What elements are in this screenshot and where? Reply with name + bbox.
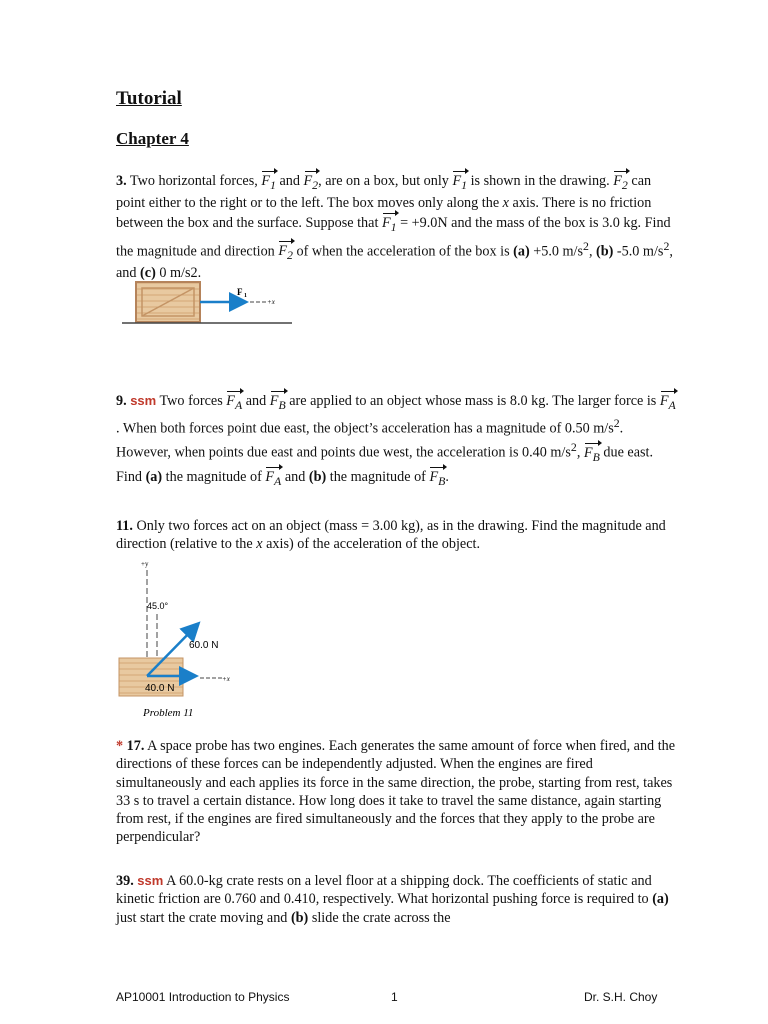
problem-number: 11. bbox=[116, 518, 133, 534]
label-40n: 40.0 N bbox=[145, 683, 175, 694]
text: Two horizontal forces, bbox=[126, 173, 262, 189]
vector-fb: $F_B$ bbox=[429, 466, 445, 490]
footer-author: Dr. S.H. Choy bbox=[584, 990, 658, 1004]
ssm-tag: ssm bbox=[130, 393, 157, 408]
svg-text:1: 1 bbox=[244, 293, 247, 299]
problem-17: * 17. A space probe has two engines. Each generates the same amount of force when fired, and the directions of these forces can be independently adjusted. When the engines are fired simultaneously and each applies its force in the same direction, the probe, starting from rest, takes 33 s to travel a certain distance. How long does it take to travel the same distance, again starting from rest, if the engines are fired simultaneously and the forces that they apply to the probe are perpendicular? bbox=[116, 738, 676, 846]
two-force-diagram bbox=[116, 558, 256, 724]
vector-f2: $F_2$ bbox=[304, 170, 319, 194]
vector-f1: $F_1$ bbox=[261, 170, 276, 194]
problem-39: 39. ssm A 60.0-kg crate rests on a level floor at a shipping dock. The coefficients of static and kinetic friction are 0.760 and 0.410, respectively. What horizontal pushing force is required to (a) just start the crate moving and (b) slide the crate across the bbox=[116, 873, 669, 926]
vector-f1: $F_1$ bbox=[452, 170, 467, 194]
vector-fa: $F_A$ bbox=[660, 390, 676, 414]
problem-number: 3. bbox=[116, 173, 127, 189]
box-force-diagram bbox=[120, 280, 300, 330]
label-f1: F bbox=[237, 287, 243, 297]
label-y-axis: +y bbox=[141, 560, 149, 568]
problem-number: 9. bbox=[116, 393, 127, 409]
star-marker: * bbox=[116, 738, 124, 754]
vector-fb: $F_B$ bbox=[584, 442, 600, 466]
label-x-axis: +x bbox=[267, 298, 275, 306]
vector-fa: $F_A$ bbox=[226, 390, 242, 414]
label-60n: 60.0 N bbox=[189, 640, 219, 651]
problem-11: 11. Only two forces act on an object (mass = 3.00 kg), as in the drawing. Find the magnitude and direction (relative to the x axis) of the acceleration of the object. bbox=[116, 518, 666, 553]
footer-page-number: 1 bbox=[391, 990, 398, 1004]
problem-9: 9. ssm Two forces $F_A$ and $F_B$ are applied to an object whose mass is 8.0 kg. The larger force is $F_A$. When both forces point due east, the object’s acceleration has a magnitude of 0.50 $m/s^2$. However, when points due east and points due west, the acceleration is 0.40 $m/s^2$, $F_B$ due east. Find (a) the magnitude of $F_A$ and (b) the magnitude of $F_B$. bbox=[116, 390, 676, 490]
ssm-tag: ssm bbox=[137, 873, 164, 888]
vector-fb: $F_B$ bbox=[270, 390, 286, 414]
footer-course: AP10001 Introduction to Physics bbox=[116, 990, 290, 1004]
problem-3: 3. Two horizontal forces, $F_1$ and $F_2$, are on a box, but only $F_1$ is shown in the drawing. $F_2$ can point either to the right or to the left. The box moves only along the x axis. There is no friction between the box and the surface. Suppose that $F_1 = +9.0N$ and the mass of the box is 3.0 kg. Find the magnitude and direction $F_2$ of when the acceleration of the box is (a) +5.0 $m/s^2$, (b) -5.0 $m/s^2$, and (c) 0 m/s2. bbox=[116, 170, 676, 283]
chapter-heading: Chapter 4 bbox=[116, 129, 189, 148]
vector-f1: $F_1$ bbox=[382, 212, 397, 236]
label-angle: 45.0° bbox=[147, 601, 169, 611]
problem-number: 39. bbox=[116, 873, 134, 889]
label-x-axis: +x bbox=[222, 675, 230, 683]
figure-caption: Problem 11 bbox=[143, 707, 194, 719]
vector-fa: $F_A$ bbox=[265, 466, 281, 490]
vector-f2: $F_2$ bbox=[613, 170, 628, 194]
vector-f2: $F_2$ bbox=[278, 240, 293, 264]
problem-number: 17. bbox=[123, 738, 145, 754]
page-title: Tutorial bbox=[116, 88, 182, 109]
